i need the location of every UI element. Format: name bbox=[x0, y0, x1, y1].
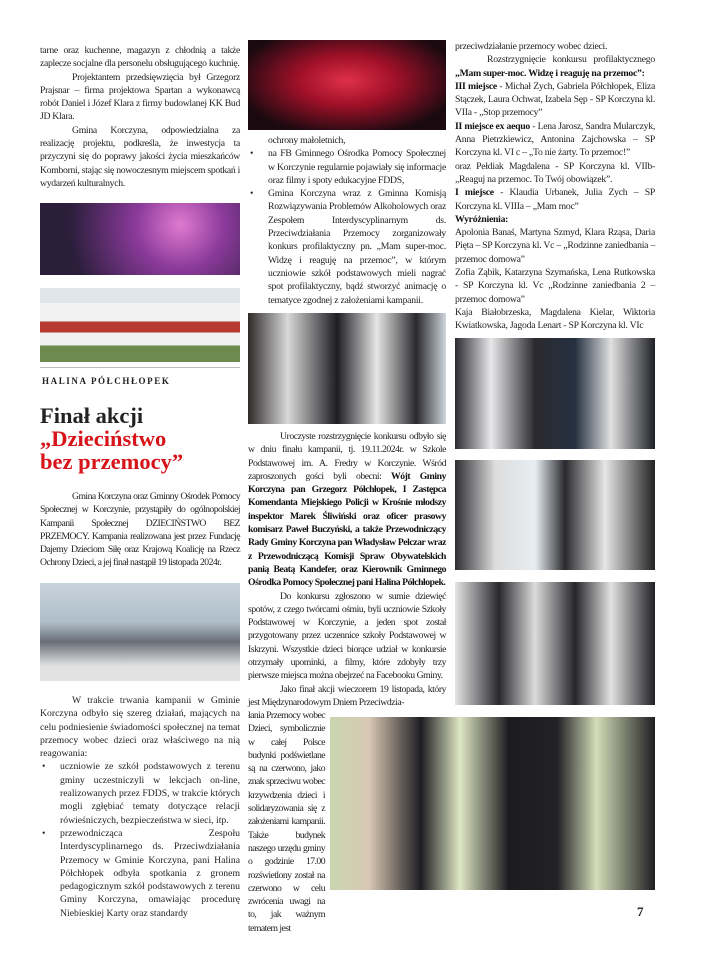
lead-text bbox=[40, 490, 240, 570]
paragraph: ochrony małoletnich, bbox=[268, 135, 346, 146]
article-title bbox=[40, 404, 183, 473]
middle-bullets-text bbox=[248, 134, 446, 307]
paragraph: Apolonia Banaś, Martyna Szmyd, Klara Rząsa, Daria Pięta – SP Korczyna kl. Vc – „Rodzinne zaniedbania – przemoc domowa” bbox=[455, 227, 655, 265]
photo-winners-group-3 bbox=[455, 582, 655, 705]
title-line: Finał akcji bbox=[40, 403, 144, 428]
photo-winners-group-2 bbox=[455, 460, 655, 570]
text: Uroczyste rozstrzygnięcie konkursu odbyło się w dniu finału kampanii, tj. 19.11.2024r. w Szkole Podstawowej im. A. Fredry w Korczynie. Wśród zaproszonych gości byli obecni: bbox=[248, 431, 446, 482]
paragraph: tarne oraz kuchenne, magazyn z chłodnią a także zaplecze socjalne dla personelu obsługującego kuchnię. bbox=[40, 45, 240, 70]
paragraph: przeciwdziałanie przemocy wobec dzieci. bbox=[455, 41, 608, 52]
title-line: „Dzieciństwo bbox=[40, 426, 167, 451]
photo-award-handover bbox=[248, 313, 446, 424]
paragraph: Jako finał akcji wieczorem 19 listopada, który jest Międzynarodowym Dniem Przeciwdzia- bbox=[248, 683, 446, 708]
photo-dance-event bbox=[40, 203, 240, 275]
paragraph: Gmina Korczyna, odpowiedzialna za realizację projektu, podkreśla, że inwestycja ta przyczyni się do poprawy jakości życia mieszkańców Komborni, stając się nowoczesnym miejscem spotkań i wydarzeń kulturalnych. bbox=[40, 124, 240, 189]
divider bbox=[40, 367, 240, 368]
list-item: • na FB Gminnego Ośrodka Pomocy Społecznej w Korczynie regularnie pojawiały się informacje oraz filmy i spoty edukacyjne FDDS, bbox=[268, 147, 446, 187]
first-place-label: I miejsce bbox=[455, 187, 494, 199]
left-actions-text bbox=[40, 694, 240, 920]
paragraph: Gmina Korczyna oraz Gminny Ośrodek Pomocy Społecznej w Korczynie, przystąpiły do ogólnopolskiej Kampanii Społecznej DZIECIŃSTWO BEZ PRZEMOCY. Kampania realizowana jest przez Fundację Dajemy Dzieciom Siłę oraz Krajową Koalicję na Rzecz Ochrony Dzieci, a jej finał nastąpił 19 listopada 2024r. bbox=[40, 491, 240, 569]
text: - Lena Jarosz, Sandra Mularczyk, Anna Pietrzkiewicz, Antonina Zajchowska – SP Korczyna kl. VI c – „To nie żarty. To przemoc!” bbox=[455, 120, 655, 159]
photo-ceremony-group bbox=[330, 717, 655, 890]
second-place-label: II miejsce ex aequo bbox=[455, 120, 530, 132]
paragraph: Do konkursu zgłoszono w sumie dziewięć spotów, z czego twórcami ośmiu, byli uczniowie Szkoły Podstawowej w Korczynie, a jeden spot został przygotowany przez uczennice szkoły Podstawowej w Iskrzyni. Wszystkie dzieci biorące udział w konkursie otrzymały upominki, a filmy, które zdobyły trzy pierwsze miejsca można obejrzeć na Facebooku Gminy. bbox=[248, 590, 446, 682]
paragraph: oraz Pełdiak Magdalena - SP Korczyna kl. VIIb- „Reaguj na przemoc. To Twój obowiązek”. bbox=[455, 160, 655, 185]
author-byline: HALINA PÓŁCHŁOPEK bbox=[42, 376, 171, 386]
text: - Klaudia Urbanek, Julia Zych – SP Korczyna kl. VIIIa – „Mam moc” bbox=[455, 187, 655, 212]
photo-hall-audience bbox=[40, 583, 240, 681]
list-item: • Gmina Korczyna wraz z Gminna Komisją Rozwiązywania Problemów Alkoholowych oraz Zespołem Interdyscyplinarnym ds. Przeciwdziałania Przemocy zorganizowały konkurs profilaktyczny pn. „Mam super-moc. Widzę i reaguję na przemoc”, w którym uczniowie szkół podstawowych mieli nagrać spot profilaktyczny, bądź stworzyć animację o tematyce zgodnej z założeniami kampanii. bbox=[268, 187, 446, 307]
text: Rozstrzygnięcie konkursu profilaktycznego bbox=[487, 54, 655, 66]
title-line: bez przemocy” bbox=[40, 449, 184, 474]
contest-name: „Mam super-moc. Widzę i reaguję na przemoc”: bbox=[455, 67, 645, 79]
list-item: • uczniowie ze szkół podstawowych z terenu gminy uczestniczyli w lekcjach on-line, realizowanych przez FDDS, w trakcie których mogli zgłębiać tematy dotyczące relacji rówieśniczych, bezpieczeństwa w sieci, itp. bbox=[60, 760, 240, 826]
list-item: • przewodnicząca Zespołu Interdyscyplinarnego ds. Przeciwdziałania Przemocy w Gminie Korczyna, pani Halina Półchłopek odbyła spotkania z gronem pedagogicznym szkół podstawowych z terenu Gminy Korczyna, omawiając procedurę Niebieskiej Karty oraz standardy bbox=[60, 827, 240, 920]
left-intro-text bbox=[40, 44, 240, 190]
results-text bbox=[455, 40, 655, 333]
text: - Michał Zych, Gabriela Półchłopek, Eliza Stączek, Laura Ochwat, Izabela Sęp - SP Korczyna kl. VIIa - „Stop przemocy” bbox=[455, 80, 655, 119]
paragraph: Kaja Białobrzeska, Magdalena Kielar, Wiktoria Kwiatkowska, Jagoda Lenart - SP Korczyna kl. VIc bbox=[455, 306, 655, 332]
paragraph: łania Przemocy wobec Dzieci, symbolicznie w całej Polsce budynki podświetlane są na czerwono, jako znak sprzeciwu wobec krzywdzenia dzieci i solidaryzowania się z założeniami kampanii. Także budynek naszego urzędu gminy o godzinie 17.00 rozświetlony został na czerwono w celu zwrócenia uwagi na to, jak ważnym tematem jest bbox=[248, 710, 325, 934]
paragraph: Projektantem przedsięwzięcia był Grzegorz Prajsnar – firma projektowa Spartan a wykonawcą robót Daniel i Józef Klara z firmy budowlanej KK Bud JD Klara. bbox=[40, 71, 240, 123]
photo-building bbox=[40, 288, 240, 362]
third-place-label: III miejsce bbox=[455, 80, 497, 92]
honors-label: Wyróżnienia: bbox=[455, 213, 509, 225]
page-number: 7 bbox=[637, 904, 644, 919]
middle-ceremony-text bbox=[248, 430, 446, 709]
paragraph: Zofia Ząbik, Katarzyna Szymańska, Lena Rutkowska - SP Korczyna kl. Vc „Rodzinne zaniedbania 2 – przemoc domowa” bbox=[455, 267, 655, 305]
middle-narrow-text bbox=[248, 709, 325, 935]
paragraph: W trakcie trwania kampanii w Gminie Korczyna odbyło się szereg działań, mających na celu podniesienie świadomości społecznej na temat przemocy wobec dzieci oraz właściwego na nią reagowania: bbox=[40, 695, 240, 760]
guests-bold: Wójt Gminy Korczyna pan Grzegorz Półchłopek, I Zastępca Komendanta Miejskiego Policji w Krośnie młodszy inspektor Marek Śliwiński oraz oficer prasowy komisarz Paweł Buczyński, a także Przewodniczący Rady Gminy Korczyna pan Władysław Pelczar wraz z Przewodniczącą Komisji Spraw Obywatelskich panią Beatą Kandefer, oraz Kierownik Gminnego Ośrodka Pomocy Społecznej pani Halina Półchłopek. bbox=[248, 470, 446, 589]
photo-red-lit-building bbox=[248, 40, 446, 130]
photo-winners-group-1 bbox=[455, 338, 655, 449]
